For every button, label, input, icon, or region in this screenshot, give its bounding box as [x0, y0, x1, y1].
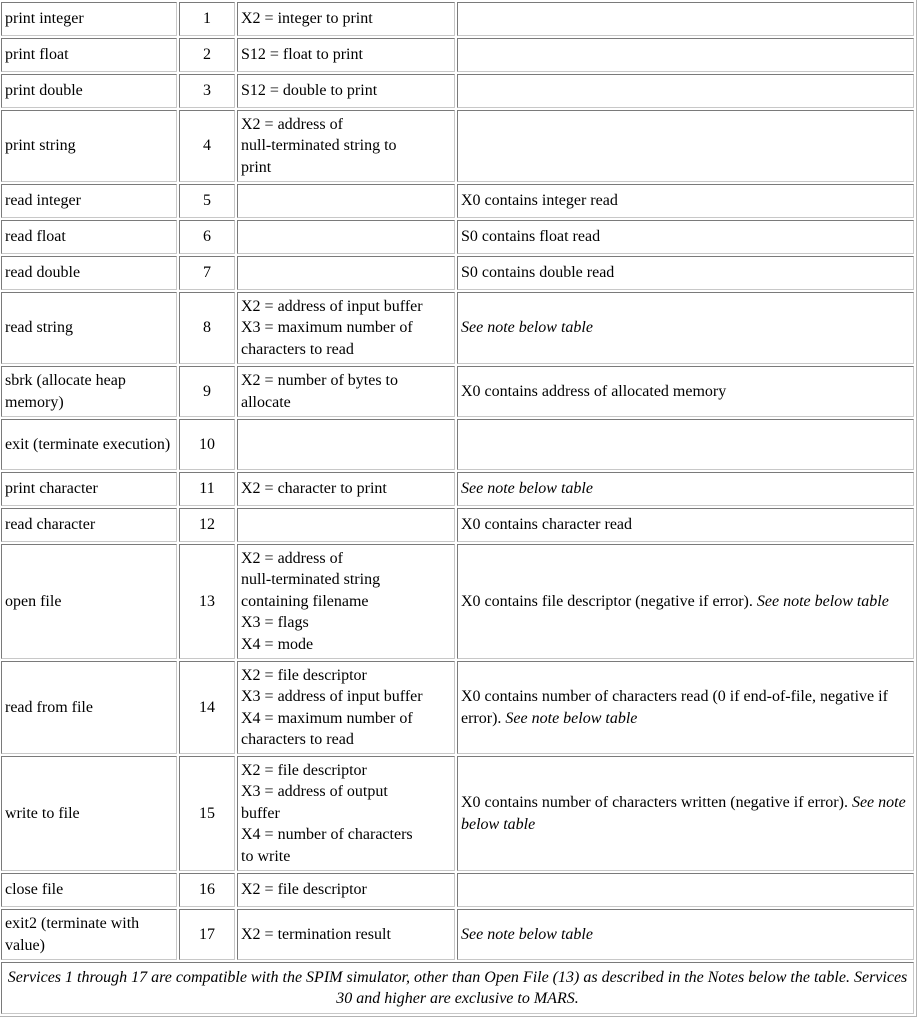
- table-row: [1, 756, 914, 871]
- service-code: 16: [179, 873, 235, 907]
- service-result: [457, 366, 914, 417]
- service-result: [457, 419, 914, 470]
- service-result: [457, 220, 914, 254]
- service-arguments: X2 = address of null-terminated string to print: [237, 110, 455, 182]
- service-arguments: S12 = float to print: [237, 38, 455, 72]
- result-text: X0 contains address of allocated memory: [461, 382, 727, 400]
- service-name: read double: [1, 256, 177, 290]
- result-note: See note below table: [461, 794, 906, 833]
- service-result: [457, 38, 914, 72]
- service-code: 9: [179, 366, 235, 417]
- result-text: S0 contains double read: [461, 264, 615, 282]
- service-arguments: X2 = file descriptor: [237, 873, 455, 907]
- table-row: [1, 220, 914, 254]
- service-arguments: [237, 184, 455, 218]
- service-name: read character: [1, 508, 177, 542]
- service-result: [457, 544, 914, 659]
- service-result: [457, 184, 914, 218]
- result-text: X0 contains file descriptor (negative if error).: [461, 592, 757, 610]
- service-code: 15: [179, 756, 235, 871]
- service-name: print string: [1, 110, 177, 182]
- result-text: X0 contains number of characters read (0 if end-of-file, negative if error).: [461, 688, 888, 727]
- service-name: exit2 (terminate with value): [1, 909, 177, 960]
- table-row: [1, 661, 914, 754]
- service-code: 6: [179, 220, 235, 254]
- service-arguments: X2 = integer to print: [237, 2, 455, 36]
- table-row: [1, 909, 914, 960]
- result-note: See note below table: [461, 925, 593, 943]
- table-row: [1, 472, 914, 506]
- service-code: 11: [179, 472, 235, 506]
- service-name: open file: [1, 544, 177, 659]
- service-code: 3: [179, 74, 235, 108]
- result-note: See note below table: [505, 709, 638, 727]
- service-result: [457, 508, 914, 542]
- service-arguments: X2 = character to print: [237, 472, 455, 506]
- service-code: 12: [179, 508, 235, 542]
- service-name: print float: [1, 38, 177, 72]
- service-result: [457, 292, 914, 364]
- service-arguments: X2 = file descriptor X3 = address of input buffer X4 = maximum number of characters to read: [237, 661, 455, 754]
- table-row: [1, 292, 914, 364]
- service-result: [457, 661, 914, 754]
- service-arguments: [237, 419, 455, 470]
- service-result: [457, 909, 914, 960]
- service-name: write to file: [1, 756, 177, 871]
- table-row: [1, 74, 914, 108]
- service-code: 1: [179, 2, 235, 36]
- service-code: 13: [179, 544, 235, 659]
- table-row: [1, 366, 914, 417]
- service-result: [457, 256, 914, 290]
- table-row: [1, 508, 914, 542]
- service-name: print double: [1, 74, 177, 108]
- service-code: 7: [179, 256, 235, 290]
- result-text: X0 contains character read: [461, 516, 633, 534]
- service-name: sbrk (allocate heap memory): [1, 366, 177, 417]
- table-row: [1, 873, 914, 907]
- table-row: [1, 544, 914, 659]
- result-text: X0 contains integer read: [461, 192, 618, 210]
- table-row: [1, 110, 914, 182]
- service-name: print integer: [1, 2, 177, 36]
- table-row: [1, 38, 914, 72]
- service-code: 14: [179, 661, 235, 754]
- service-arguments: [237, 220, 455, 254]
- service-result: [457, 110, 914, 182]
- service-arguments: X2 = address of null-terminated string containing filename X3 = flags X4 = mode: [237, 544, 455, 659]
- service-name: read from file: [1, 661, 177, 754]
- service-name: close file: [1, 873, 177, 907]
- table-footer-row: [1, 962, 914, 1014]
- service-arguments: X2 = file descriptor X3 = address of output buffer X4 = number of characters to write: [237, 756, 455, 871]
- service-code: 17: [179, 909, 235, 960]
- service-arguments: S12 = double to print: [237, 74, 455, 108]
- service-arguments: X2 = address of input buffer X3 = maximum number of characters to read: [237, 292, 455, 364]
- service-arguments: X2 = termination result: [237, 909, 455, 960]
- service-result: [457, 756, 914, 871]
- table-row: [1, 419, 914, 470]
- service-arguments: X2 = number of bytes to allocate: [237, 366, 455, 417]
- service-name: read string: [1, 292, 177, 364]
- service-code: 2: [179, 38, 235, 72]
- service-arguments: [237, 508, 455, 542]
- result-text: X0 contains number of characters written (negative if error).: [461, 794, 852, 811]
- service-result: [457, 2, 914, 36]
- service-arguments: [237, 256, 455, 290]
- service-code: 8: [179, 292, 235, 364]
- service-name: exit (terminate execution): [1, 419, 177, 470]
- service-code: 10: [179, 419, 235, 470]
- result-note: See note below table: [461, 319, 593, 337]
- table-row: [1, 256, 914, 290]
- result-note: See note below table: [756, 592, 889, 610]
- table-row: [1, 184, 914, 218]
- service-code: 5: [179, 184, 235, 218]
- result-note: See note below table: [461, 480, 593, 498]
- service-code: 4: [179, 110, 235, 182]
- table-row: [1, 2, 914, 36]
- result-text: S0 contains float read: [461, 228, 601, 246]
- service-name: print character: [1, 472, 177, 506]
- service-result: [457, 74, 914, 108]
- service-name: read integer: [1, 184, 177, 218]
- service-name: read float: [1, 220, 177, 254]
- table-footer-note: Services 1 through 17 are compatible with the SPIM simulator, other than Open File (13) as described in the Notes below the table. Services 30 and higher are exclusive to MARS.: [1, 962, 914, 1014]
- service-result: [457, 472, 914, 506]
- service-result: [457, 873, 914, 907]
